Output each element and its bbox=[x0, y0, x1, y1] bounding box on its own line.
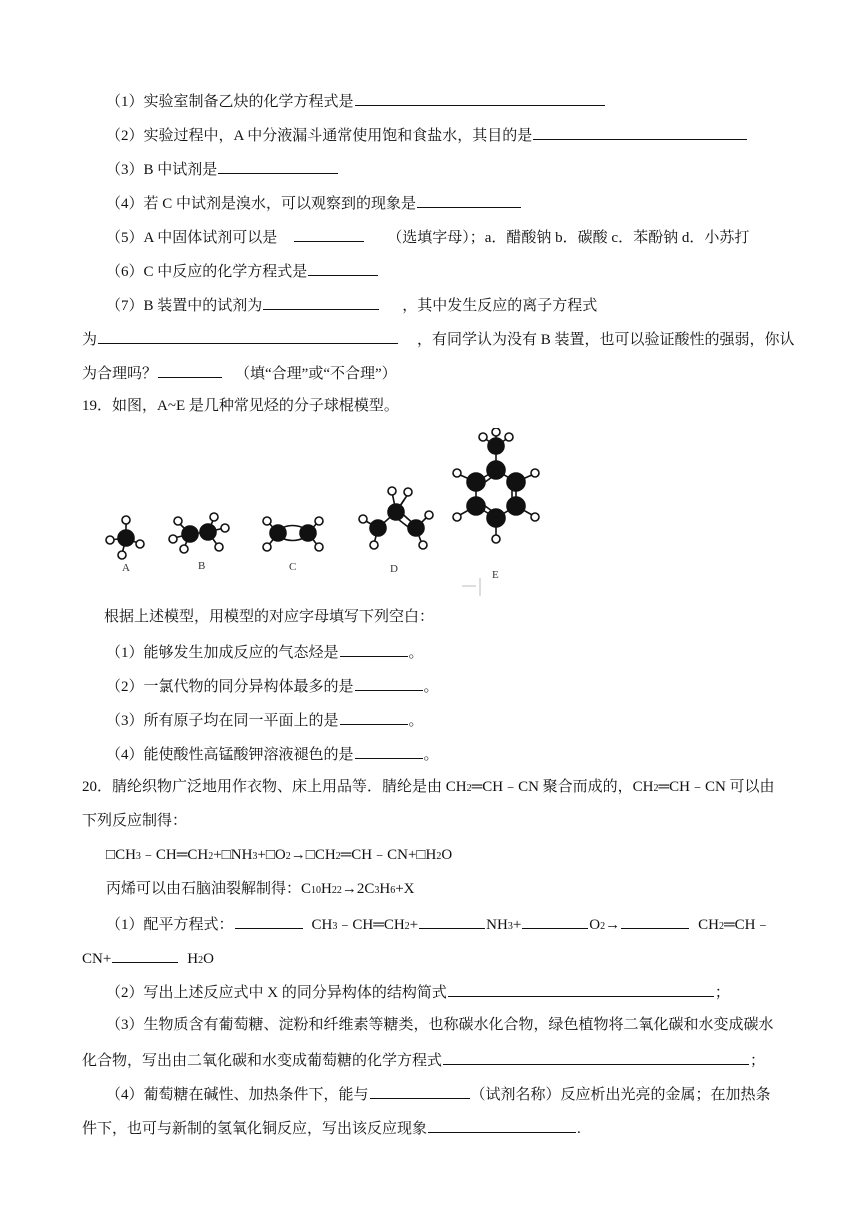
q20-part1: （1）配平方程式： CH 3 ﹣CH═CH 2 + NH 3 + O 2 → CH 2 ═CH﹣ bbox=[106, 911, 812, 935]
answer-blank[interactable] bbox=[235, 911, 303, 929]
q18-part6: （6）C 中反应的化学方程式是 bbox=[106, 258, 812, 282]
q20-part3: （3）生物质含有葡萄糖、淀粉和纤维素等糖类，也称碳水化合物，绿色植物将二氧化碳和水变成碳水 bbox=[106, 1017, 774, 1033]
q18-part7-end: 为合理吗？ （填“合理”或“不合理”） bbox=[82, 360, 812, 384]
model-c-ethylene bbox=[263, 517, 323, 551]
answer-blank[interactable] bbox=[370, 1081, 470, 1099]
answer-blank[interactable] bbox=[112, 945, 178, 963]
answer-blank[interactable] bbox=[355, 741, 423, 759]
answer-blank[interactable] bbox=[417, 190, 521, 208]
answer-blank[interactable] bbox=[533, 122, 747, 140]
answer-blank[interactable] bbox=[443, 1047, 749, 1065]
q19-stem: 19．如图，A~E 是几种常见烃的分子球棍模型。 bbox=[82, 398, 399, 414]
q18-part1: （1）实验室制备乙炔的化学方程式是 bbox=[106, 88, 812, 112]
answer-blank[interactable] bbox=[355, 88, 605, 106]
answer-blank[interactable] bbox=[308, 258, 378, 276]
model-label-a: A bbox=[122, 562, 130, 574]
answer-blank[interactable] bbox=[448, 979, 714, 997]
answer-blank[interactable] bbox=[522, 911, 588, 929]
model-label-c: C bbox=[289, 561, 297, 573]
q19-intro: 根据上述模型，用模型的对应字母填写下列空白： bbox=[104, 609, 435, 625]
q20-part2: （2）写出上述反应式中 X 的同分异构体的结构简式 ； bbox=[106, 979, 812, 1003]
model-e-toluene bbox=[453, 428, 539, 543]
q18-part4: （4）若 C 中试剂是溴水，可以观察到的现象是 bbox=[106, 190, 812, 214]
answer-blank[interactable] bbox=[340, 707, 408, 725]
model-b-ethane bbox=[169, 513, 229, 553]
q20-part3-cont: 化合物，写出由二氧化碳和水变成葡萄糖的化学方程式 ； bbox=[82, 1047, 812, 1071]
q20-line2: 下列反应制得： bbox=[82, 813, 188, 829]
q19-part1: （1）能够发生加成反应的气态烃是 。 bbox=[106, 639, 812, 663]
model-d-propene bbox=[359, 487, 433, 549]
answer-blank[interactable] bbox=[355, 673, 423, 691]
model-label-b: B bbox=[198, 560, 206, 572]
q18-part2: （2）实验过程中，A 中分液漏斗通常使用饱和食盐水，其目的是 bbox=[106, 122, 812, 146]
model-label-e: E bbox=[492, 569, 499, 581]
answer-blank[interactable] bbox=[340, 639, 408, 657]
q19-part4: （4）能使酸性高锰酸钾溶液褪色的是 。 bbox=[106, 741, 812, 765]
q20-part1-cont: CN+ H 2 O bbox=[82, 945, 812, 969]
q18-part3: （3）B 中试剂是 bbox=[106, 156, 812, 180]
q18-part5: （5）A 中固体试剂可以是 （选填字母）；a．醋酸钠 b．碳酸 c．苯酚钠 d．小苏打 bbox=[106, 224, 812, 248]
answer-blank[interactable] bbox=[218, 156, 338, 174]
answer-blank[interactable] bbox=[294, 224, 364, 242]
answer-blank[interactable] bbox=[263, 292, 379, 310]
answer-blank[interactable] bbox=[419, 911, 485, 929]
answer-blank[interactable] bbox=[98, 326, 398, 344]
q20-line1: 20． 腈纶织物广泛地用作衣物、床上用品等．腈纶是由 CH 2 ═CH﹣CN 聚合而成的，CH 2 ═CH﹣CN 可以由 bbox=[82, 779, 775, 795]
q20-part4-cont: 件下，也可与新制的氢氧化铜反应，写出该反应现象 . bbox=[82, 1115, 812, 1139]
answer-blank[interactable] bbox=[621, 911, 689, 929]
q20-reaction-equation: □ CH 3 ﹣CH═CH 2 +□NH 3 +□O 2 →□CH 2 ═CH﹣CN+□H 2 O bbox=[106, 847, 453, 863]
q18-part7: （7）B 装置中的试剂为 ，其中发生反应的离子方程式 bbox=[106, 292, 812, 316]
q19-part3: （3）所有原子均在同一平面上的是 。 bbox=[106, 707, 812, 731]
model-label-d: D bbox=[390, 563, 398, 575]
q20-part4: （4）葡萄糖在碱性、加热条件下，能与 （试剂名称）反应析出光亮的金属；在加热条 bbox=[106, 1081, 812, 1105]
model-a-methane bbox=[106, 516, 144, 559]
q18-part7-cont: 为 ，有同学认为没有 B 装置，也可以验证酸性的强弱，你认 bbox=[82, 326, 812, 350]
ball-stick-models-figure bbox=[92, 428, 562, 596]
q20-cracking-equation: 丙烯可以由石脑油裂解制得：C 10 H 22 →2C 3 H 6 +X bbox=[106, 881, 415, 897]
answer-blank[interactable] bbox=[428, 1115, 576, 1133]
answer-blank[interactable] bbox=[158, 360, 222, 378]
q19-part2: （2）一氯代物的同分异构体最多的是 。 bbox=[106, 673, 812, 697]
